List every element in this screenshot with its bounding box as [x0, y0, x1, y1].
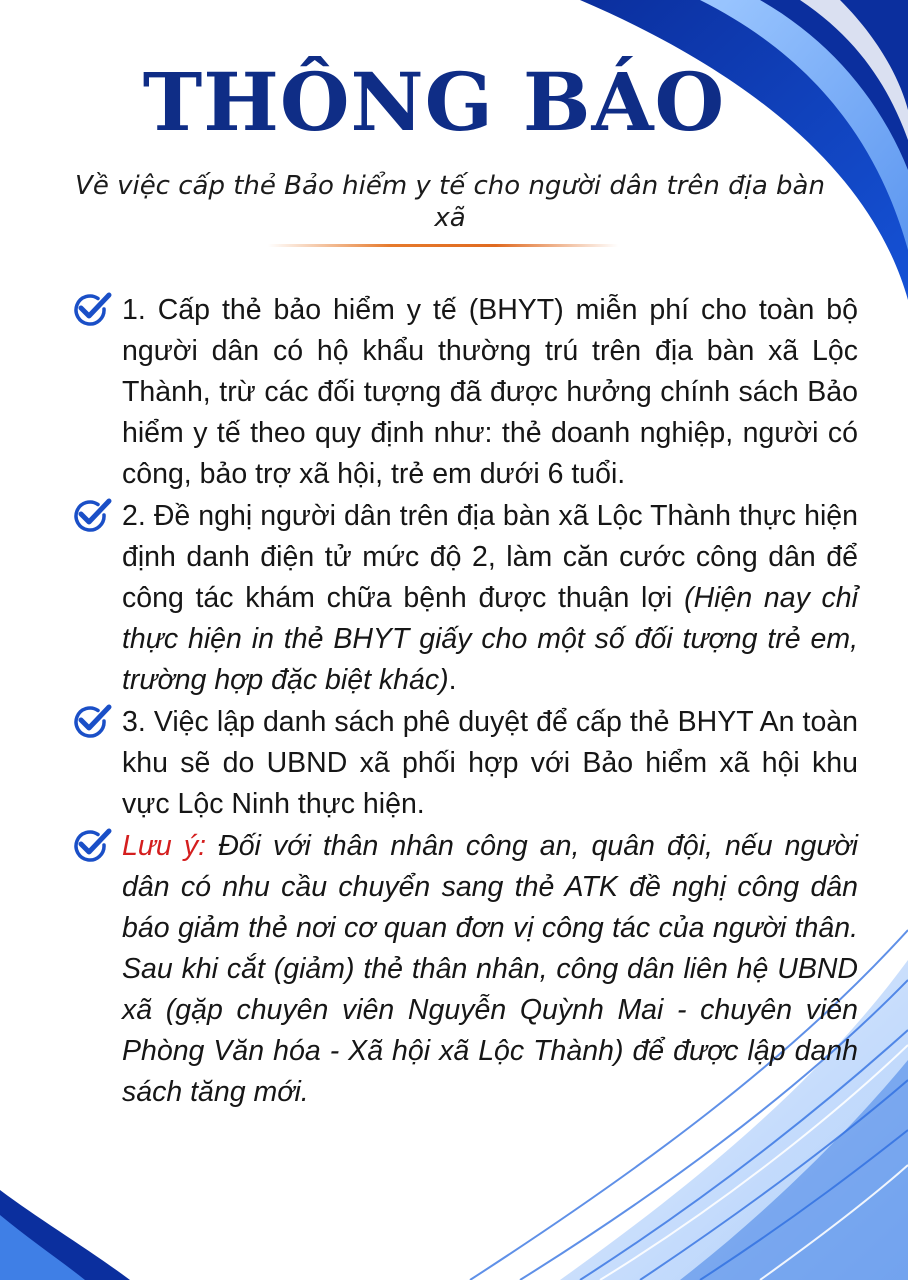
item-text-tail: . [448, 664, 457, 696]
title-divider [268, 244, 618, 247]
item-text-main: 2. Đề nghị người dân trên địa bàn xã Lộc Thành thực hiện định danh điện tử mức độ 2, làm căn cước công dân để công tác khám chữa bệnh được thuận lợi [122, 500, 858, 614]
check-circle-icon [72, 498, 112, 532]
check-circle-icon [72, 828, 112, 862]
item-text-italic: (Hiện nay chỉ thực hiện in thẻ BHYT giấy cho một số đối tượng trẻ em, trường hợp đặc biệt khác) [122, 582, 858, 696]
check-circle-icon [72, 292, 112, 326]
page-title: THÔNG BÁO [142, 55, 726, 149]
note-label: Lưu ý: [122, 830, 207, 862]
page-subtitle: Về việc cấp thẻ Bảo hiểm y tế cho người dân trên địa bàn xã [75, 171, 825, 233]
item-text [122, 496, 858, 701]
item-text: 3. Việc lập danh sách phê duyệt để cấp thẻ BHYT An toàn khu sẽ do UBND xã phối hợp với Bảo hiểm xã hội khu vực Lộc Ninh thực hiện. [122, 706, 858, 820]
check-circle-icon [72, 704, 112, 738]
note-text [122, 826, 858, 1113]
item-text: 1. Cấp thẻ bảo hiểm y tế (BHYT) miễn phí cho toàn bộ người dân có hộ khẩu thường trú trên địa bàn xã Lộc Thành, trừ các đối tượng đã được hưởng chính sách Bảo hiểm y tế theo quy định như: thẻ doanh nghiệp, người có công, bảo trợ xã hội, trẻ em dưới 6 tuổi. [122, 294, 858, 490]
note-body: Đối với thân nhân công an, quân đội, nếu người dân có nhu cầu chuyển sang thẻ ATK đề nghị công dân báo giảm thẻ nơi cơ quan đơn vị công tác của người thân. Sau khi cắt (giảm) thẻ thân nhân, công dân liên hệ UBND xã (gặp chuyên viên Nguyễn Quỳnh Mai - chuyên viên Phòng Văn hóa - Xã hội xã Lộc Thành) để được lập danh sách tăng mới. [122, 830, 858, 1108]
